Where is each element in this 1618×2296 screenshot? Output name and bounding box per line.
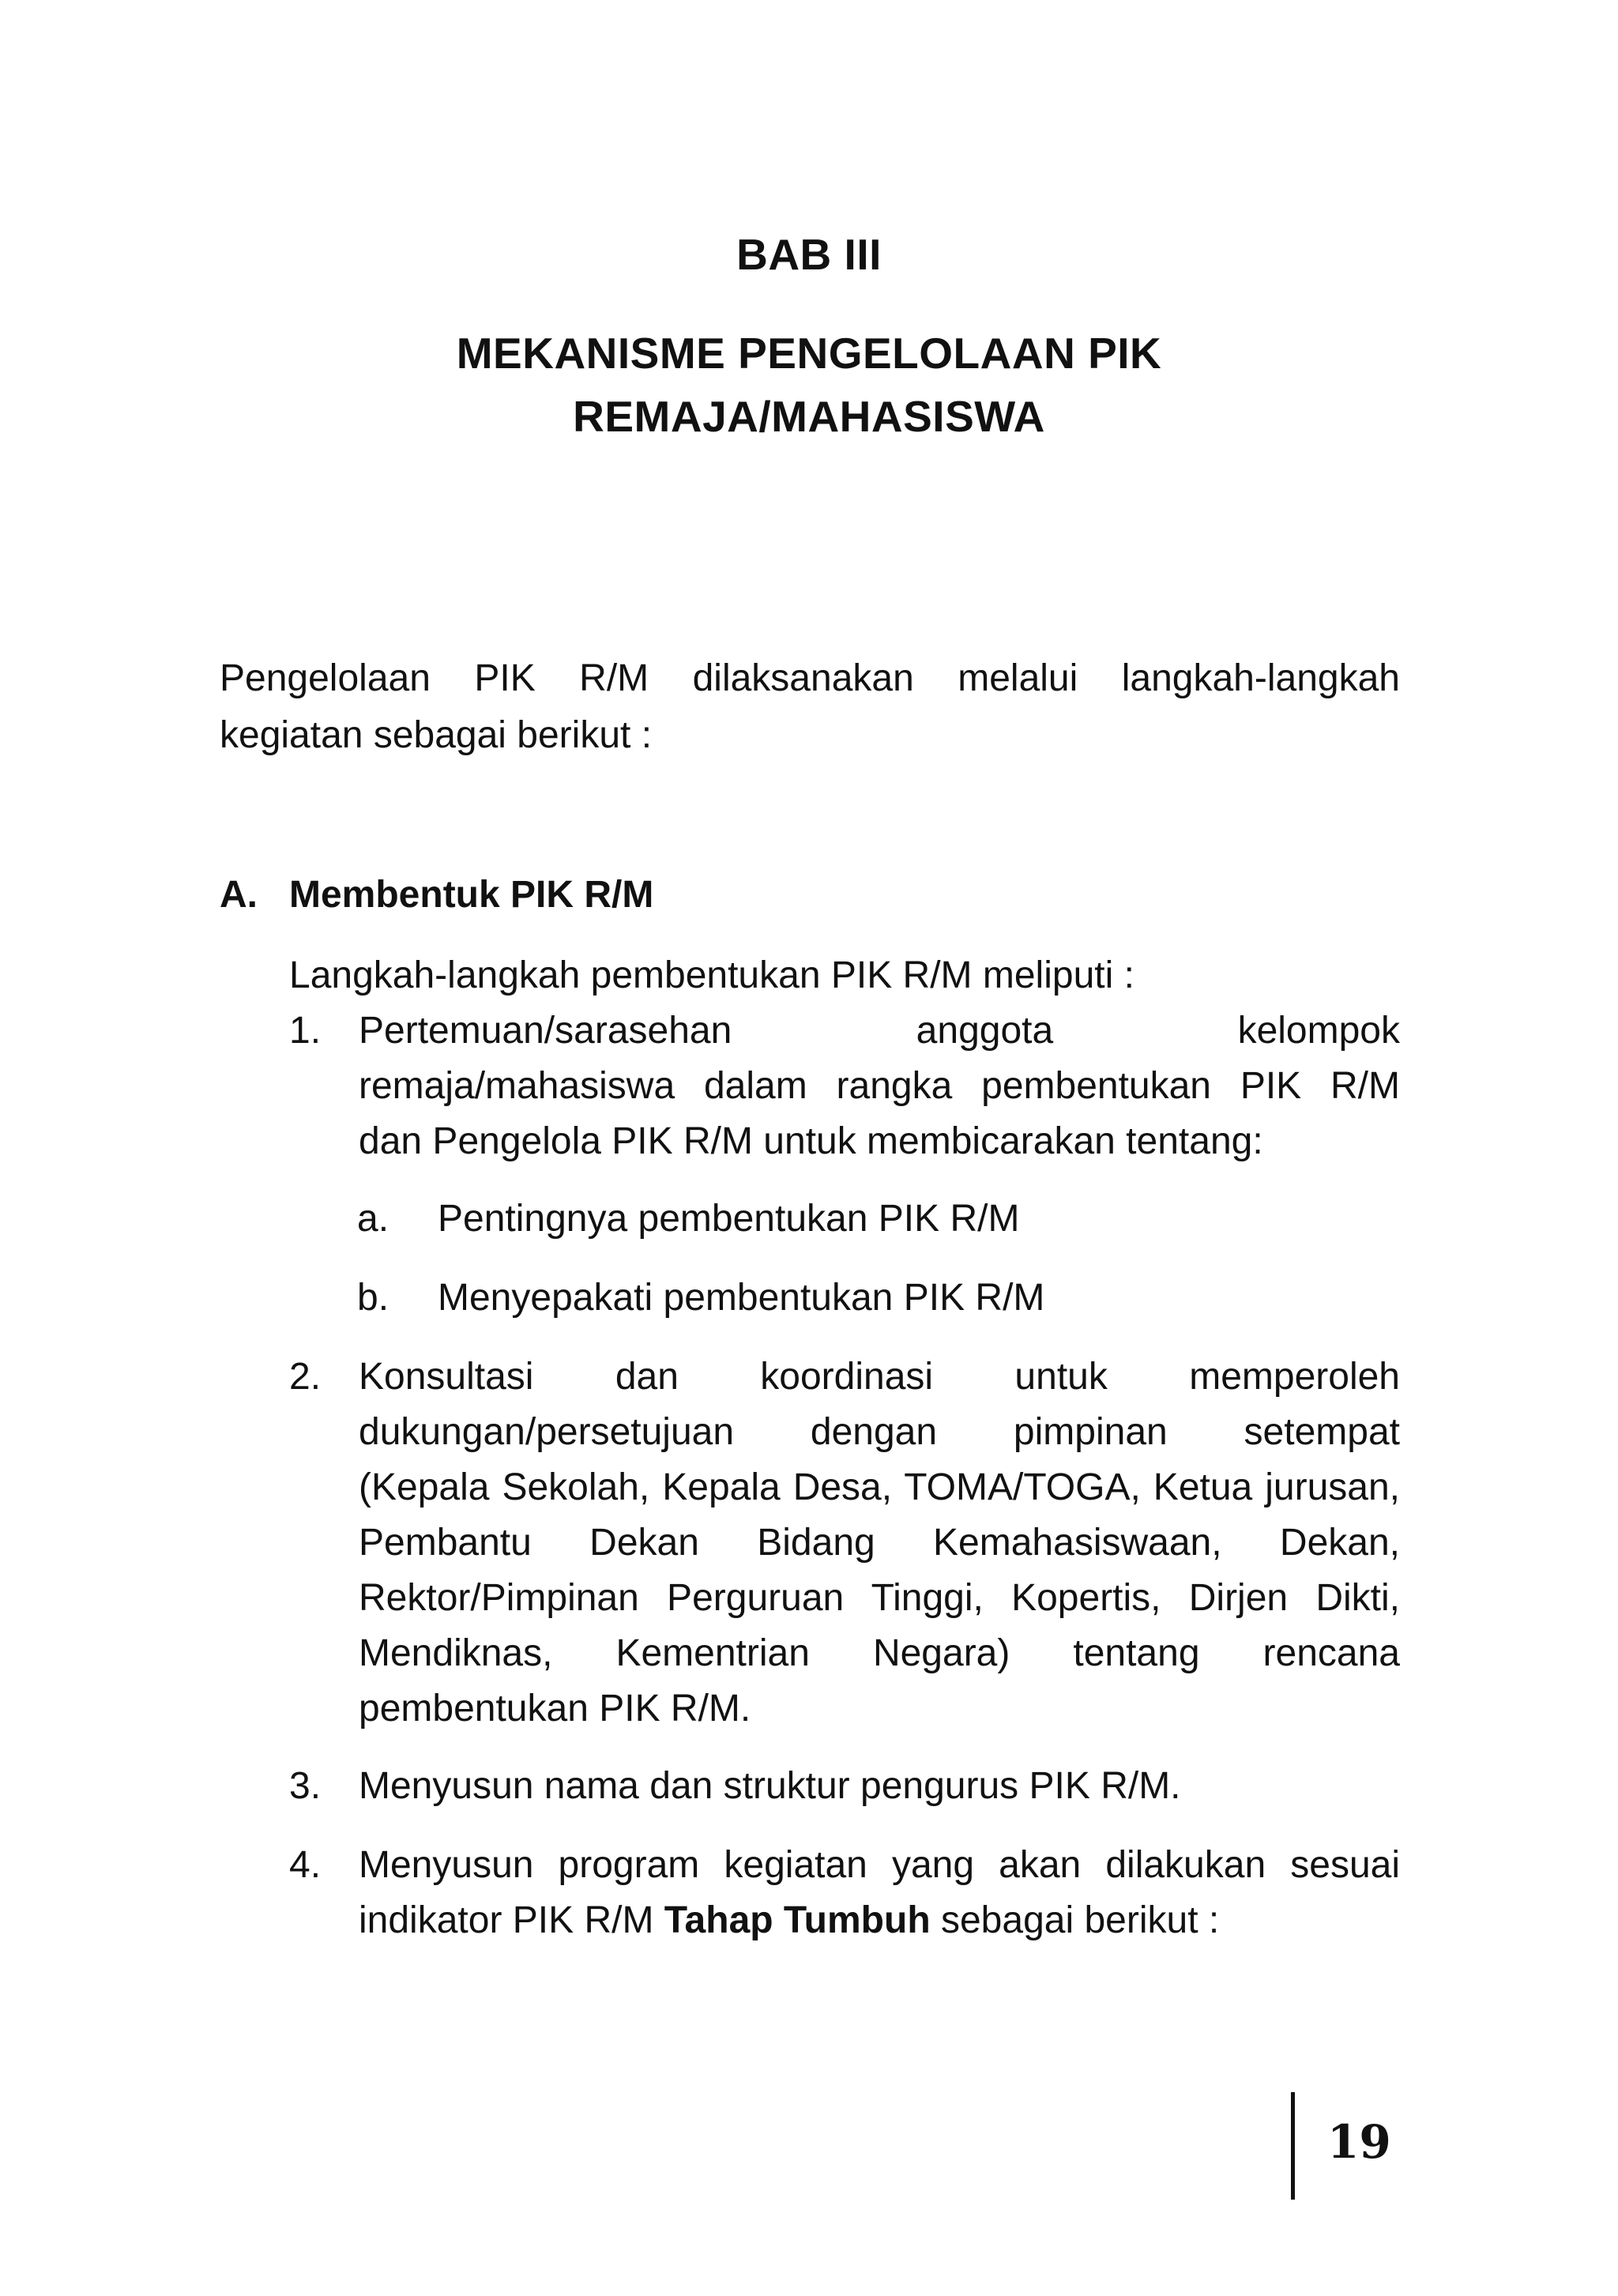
intro-line-1: Pengelolaan PIK R/M dilaksanakan melalui langkah-langkah [220,657,1400,699]
list-item-line: Mendiknas, Kementrian Negara) tentang rencana [359,1632,1400,1674]
list-item-number: 3. [289,1765,322,1807]
list-item-line-mixed [359,1892,1400,1949]
list-item-number: 1. [289,1010,322,1052]
list-item-text: sebagai berikut : [930,1899,1220,1941]
list-item-line: Pembantu Dekan Bidang Kemahasiswaan, Dekan, [359,1522,1400,1564]
list-item-line: Rektor/Pimpinan Perguruan Tinggi, Kopertis, Dirjen Dikti, [359,1577,1400,1619]
page-number-rule [1291,2092,1295,2200]
list-item-line: Pertemuan/sarasehan anggota kelompok [359,1010,1400,1052]
list-item-line: dan Pengelola PIK R/M untuk membicarakan tentang: [359,1120,1263,1162]
sub-item-letter: a. [357,1198,389,1240]
sub-item-text: Menyepakati pembentukan PIK R/M [438,1277,1045,1319]
list-item-line: (Kepala Sekolah, Kepala Desa, TOMA/TOGA, Ketua jurusan, [359,1466,1400,1508]
list-item-line: remaja/mahasiswa dalam rangka pembentukan PIK R/M [359,1065,1400,1107]
page-number: 19 [1327,2115,1391,2169]
intro-line-2: kegiatan sebagai berikut : [220,714,653,756]
emphasis-text: Tahap Tumbuh [664,1899,931,1941]
section-a-lead: Langkah-langkah pembentukan PIK R/M meliputi : [289,954,1134,996]
list-item-text: indikator PIK R/M [359,1899,664,1941]
chapter-title-line-1: MEKANISME PENGELOLAAN PIK [456,329,1162,378]
section-a-title: Membentuk PIK R/M [289,874,654,916]
sub-item-letter: b. [357,1277,389,1319]
list-item-line: Menyusun program kegiatan yang akan dilakukan sesuai [359,1844,1400,1886]
sub-item-text: Pentingnya pembentukan PIK R/M [438,1198,1020,1240]
list-item-line: pembentukan PIK R/M. [359,1688,751,1730]
section-a-marker: A. [220,874,258,916]
list-item-line: Menyusun nama dan struktur pengurus PIK R/M. [359,1765,1181,1807]
list-item-line: Konsultasi dan koordinasi untuk memperoleh [359,1356,1400,1398]
chapter-label: BAB III [736,230,882,279]
chapter-title [0,322,1618,448]
list-item-number: 4. [289,1844,322,1886]
chapter-title-line-2: REMAJA/MAHASISWA [573,392,1045,441]
list-item-line: dukungan/persetujuan dengan pimpinan setempat [359,1411,1400,1453]
list-item-number: 2. [289,1356,322,1398]
